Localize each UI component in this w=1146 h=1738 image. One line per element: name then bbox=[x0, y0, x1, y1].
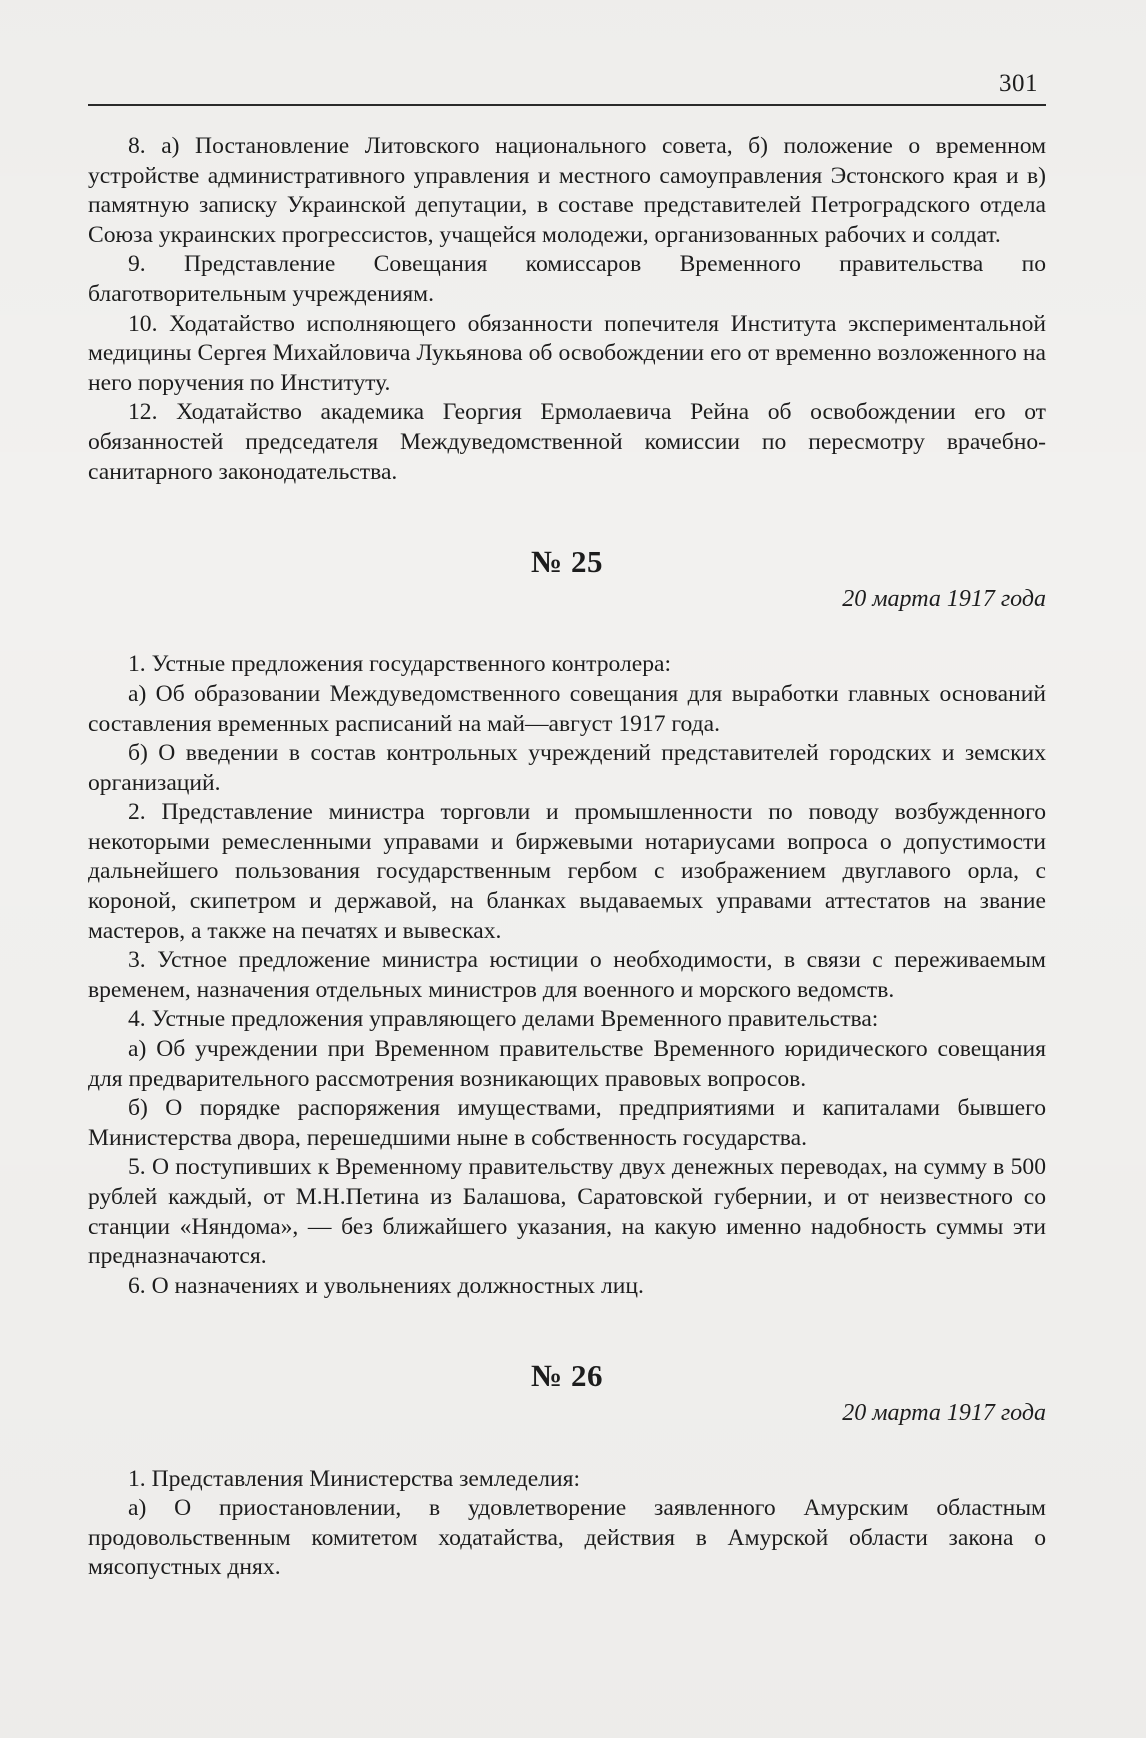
page-content bbox=[88, 108, 1046, 1583]
header-rule bbox=[88, 104, 1046, 106]
doc25-item: 3. Устное предложение министра юстиции о необходимости, в связи с переживаемым временем, назначения отдельных министров для военного и морского ведомств. bbox=[88, 947, 1046, 1003]
doc25-item: 6. О назначениях и увольнениях должностных лиц. bbox=[128, 1272, 644, 1299]
intro-section bbox=[88, 132, 1046, 487]
page-header bbox=[88, 0, 1046, 108]
document-26 bbox=[88, 1358, 1046, 1583]
doc25-item: а) Об учреждении при Временном правительстве Временного юридического совещания для предварительного рассмотрения возникающих правовых вопросов. bbox=[88, 1036, 1046, 1092]
document-25-date: 20 марта 1917 года bbox=[842, 585, 1046, 612]
doc25-item: б) О введении в состав контрольных учреждений представителей городских и земских организаций. bbox=[88, 740, 1046, 796]
doc26-item: 1. Представления Министерства земледелия: bbox=[128, 1465, 581, 1492]
doc25-item: а) Об образовании Междуведомственного совещания для выработки главных оснований составления временных расписаний на май—август 1917 года. bbox=[88, 680, 1046, 737]
doc25-item: 4. Устные предложения управляющего делами Временного правительства: bbox=[128, 1006, 879, 1033]
intro-item-10: 10. Ходатайство исполняющего обязанности попечителя Института экспериментальной медицины Сергея Михайловича Лукьянова об освобождении его от временно возложенного на него поручения по Институту. bbox=[88, 310, 1046, 396]
doc25-item: 2. Представление министра торговли и промышленности по поводу возбужденного некоторыми ремесленными управами и биржевыми нотариусами вопроса о допустимости дальнейшего пользования государственным гербом с изображением двуглавого орла, с короной, скипетром и державой, на бланках выдаваемых управами аттестатов на звание мастеров, а также на печатях и вывесках. bbox=[88, 799, 1046, 944]
doc25-item: б) О порядке распоряжения имуществами, предприятиями и капиталами бывшего Министерства двора, перешедшими ныне в собственность государства. bbox=[88, 1095, 1046, 1151]
doc25-item: 5. О поступивших к Временному правительству двух денежных переводах, на сумму в 500 рублей каждый, от М.Н.Петина из Балашова, Саратовской губернии, и от неизвестного со станции «Няндома», — без ближайшего указания, на какую именно надобность суммы эти предназначаются. bbox=[88, 1154, 1046, 1270]
document-26-heading: № 26 bbox=[531, 1358, 603, 1394]
intro-item-8: 8. а) Постановление Литовского национального совета, б) положение о временном устройстве административного управления и местного самоуправления Эстонского края и в) памятную записку Украинской депутации, в составе представителей Петроградского отдела Союза украинских прогрессистов, учащейся молодежи, организованных рабочих и солдат. bbox=[88, 133, 1046, 248]
doc25-item: 1. Устные предложения государственного контролера: bbox=[128, 651, 672, 678]
document-25-heading: № 25 bbox=[531, 544, 603, 580]
doc26-item: а) О приостановлении, в удовлетворение заявленного Амурским областным продовольственным комитетом ходатайства, действия в Амурской области закона о мясопустных днях. bbox=[88, 1495, 1046, 1581]
intro-item-12: 12. Ходатайство академика Георгия Ермолаевича Рейна об освобождении его от обязанностей председателя Междуведомственной комиссии по пересмотру врачебно-санитарного законодательства. bbox=[88, 399, 1046, 485]
document-25 bbox=[88, 544, 1046, 1301]
intro-item-9: 9. Представление Совещания комиссаров Временного правительства по благотворительным учреждениям. bbox=[88, 251, 1046, 307]
page-number: 301 bbox=[999, 70, 1038, 97]
document-26-date: 20 марта 1917 года bbox=[842, 1399, 1046, 1426]
